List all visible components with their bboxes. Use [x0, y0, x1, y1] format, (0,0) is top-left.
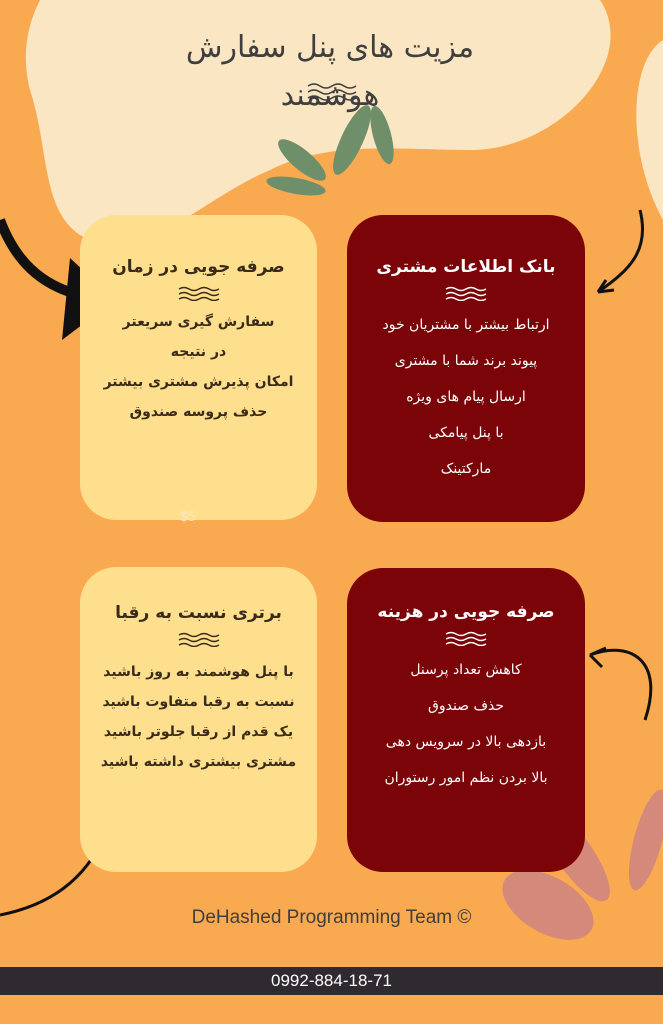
card-heading: صرفه جویی در هزینه — [377, 602, 555, 622]
card-line: مشتری بیشتری داشته باشید — [100, 754, 297, 770]
card-line: امکان پذیرش مشتری بیشتر — [103, 374, 294, 390]
card-line: سفارش گیری سریعتر — [122, 314, 275, 330]
card-line: ارسال پیام های ویژه — [406, 389, 526, 405]
card-line: حذف صندوق — [427, 698, 505, 714]
card-line: در نتیجه — [170, 344, 227, 360]
card-line: حذف پروسه صندوق — [129, 404, 268, 420]
wave-divider-icon — [444, 285, 488, 301]
footer-credit: DeHashed Programming Team © — [191, 907, 472, 928]
stray-mark: $5 — [180, 508, 196, 524]
card-customer-data — [347, 215, 585, 522]
card-cost-savings — [347, 568, 585, 872]
page-title-line1: مزیت های پنل سفارش — [185, 30, 475, 65]
card-line: با پنل هوشمند به روز باشید — [103, 664, 294, 680]
arrow-icon — [598, 210, 643, 292]
card-time-savings — [80, 215, 317, 520]
phone-number[interactable]: 0992-884-18-71 — [271, 971, 392, 990]
wave-divider-icon — [177, 631, 221, 647]
card-line: پیوند برند شما با مشتری — [394, 353, 538, 369]
card-heading: بانک اطلاعات مشتری — [376, 257, 556, 277]
card-line: کاهش تعداد پرسنل — [410, 662, 522, 678]
card-line: نسبت به رقبا متفاوت باشید — [102, 694, 295, 710]
card-competitive-edge — [80, 567, 317, 872]
card-heading: برتری نسبت به رقبا — [115, 603, 282, 623]
card-line: یک قدم از رقبا جلوتر باشید — [103, 724, 294, 740]
card-line: بازدهی بالا در سرویس دهی — [385, 734, 547, 750]
phone-bar — [0, 967, 663, 995]
card-line: ارتباط بیشتر با مشتریان خود — [382, 317, 550, 333]
card-line: با پنل پیامکی — [428, 425, 504, 441]
page-title-line2: هوشمند — [280, 78, 380, 113]
wave-divider-icon — [177, 285, 221, 301]
wave-divider-icon — [444, 630, 488, 646]
arrow-icon — [590, 648, 651, 720]
card-line: مارکتینک — [440, 461, 492, 477]
card-heading: صرفه جویی در زمان — [112, 257, 285, 277]
card-line: بالا بردن نظم امور رستوران — [384, 770, 548, 786]
